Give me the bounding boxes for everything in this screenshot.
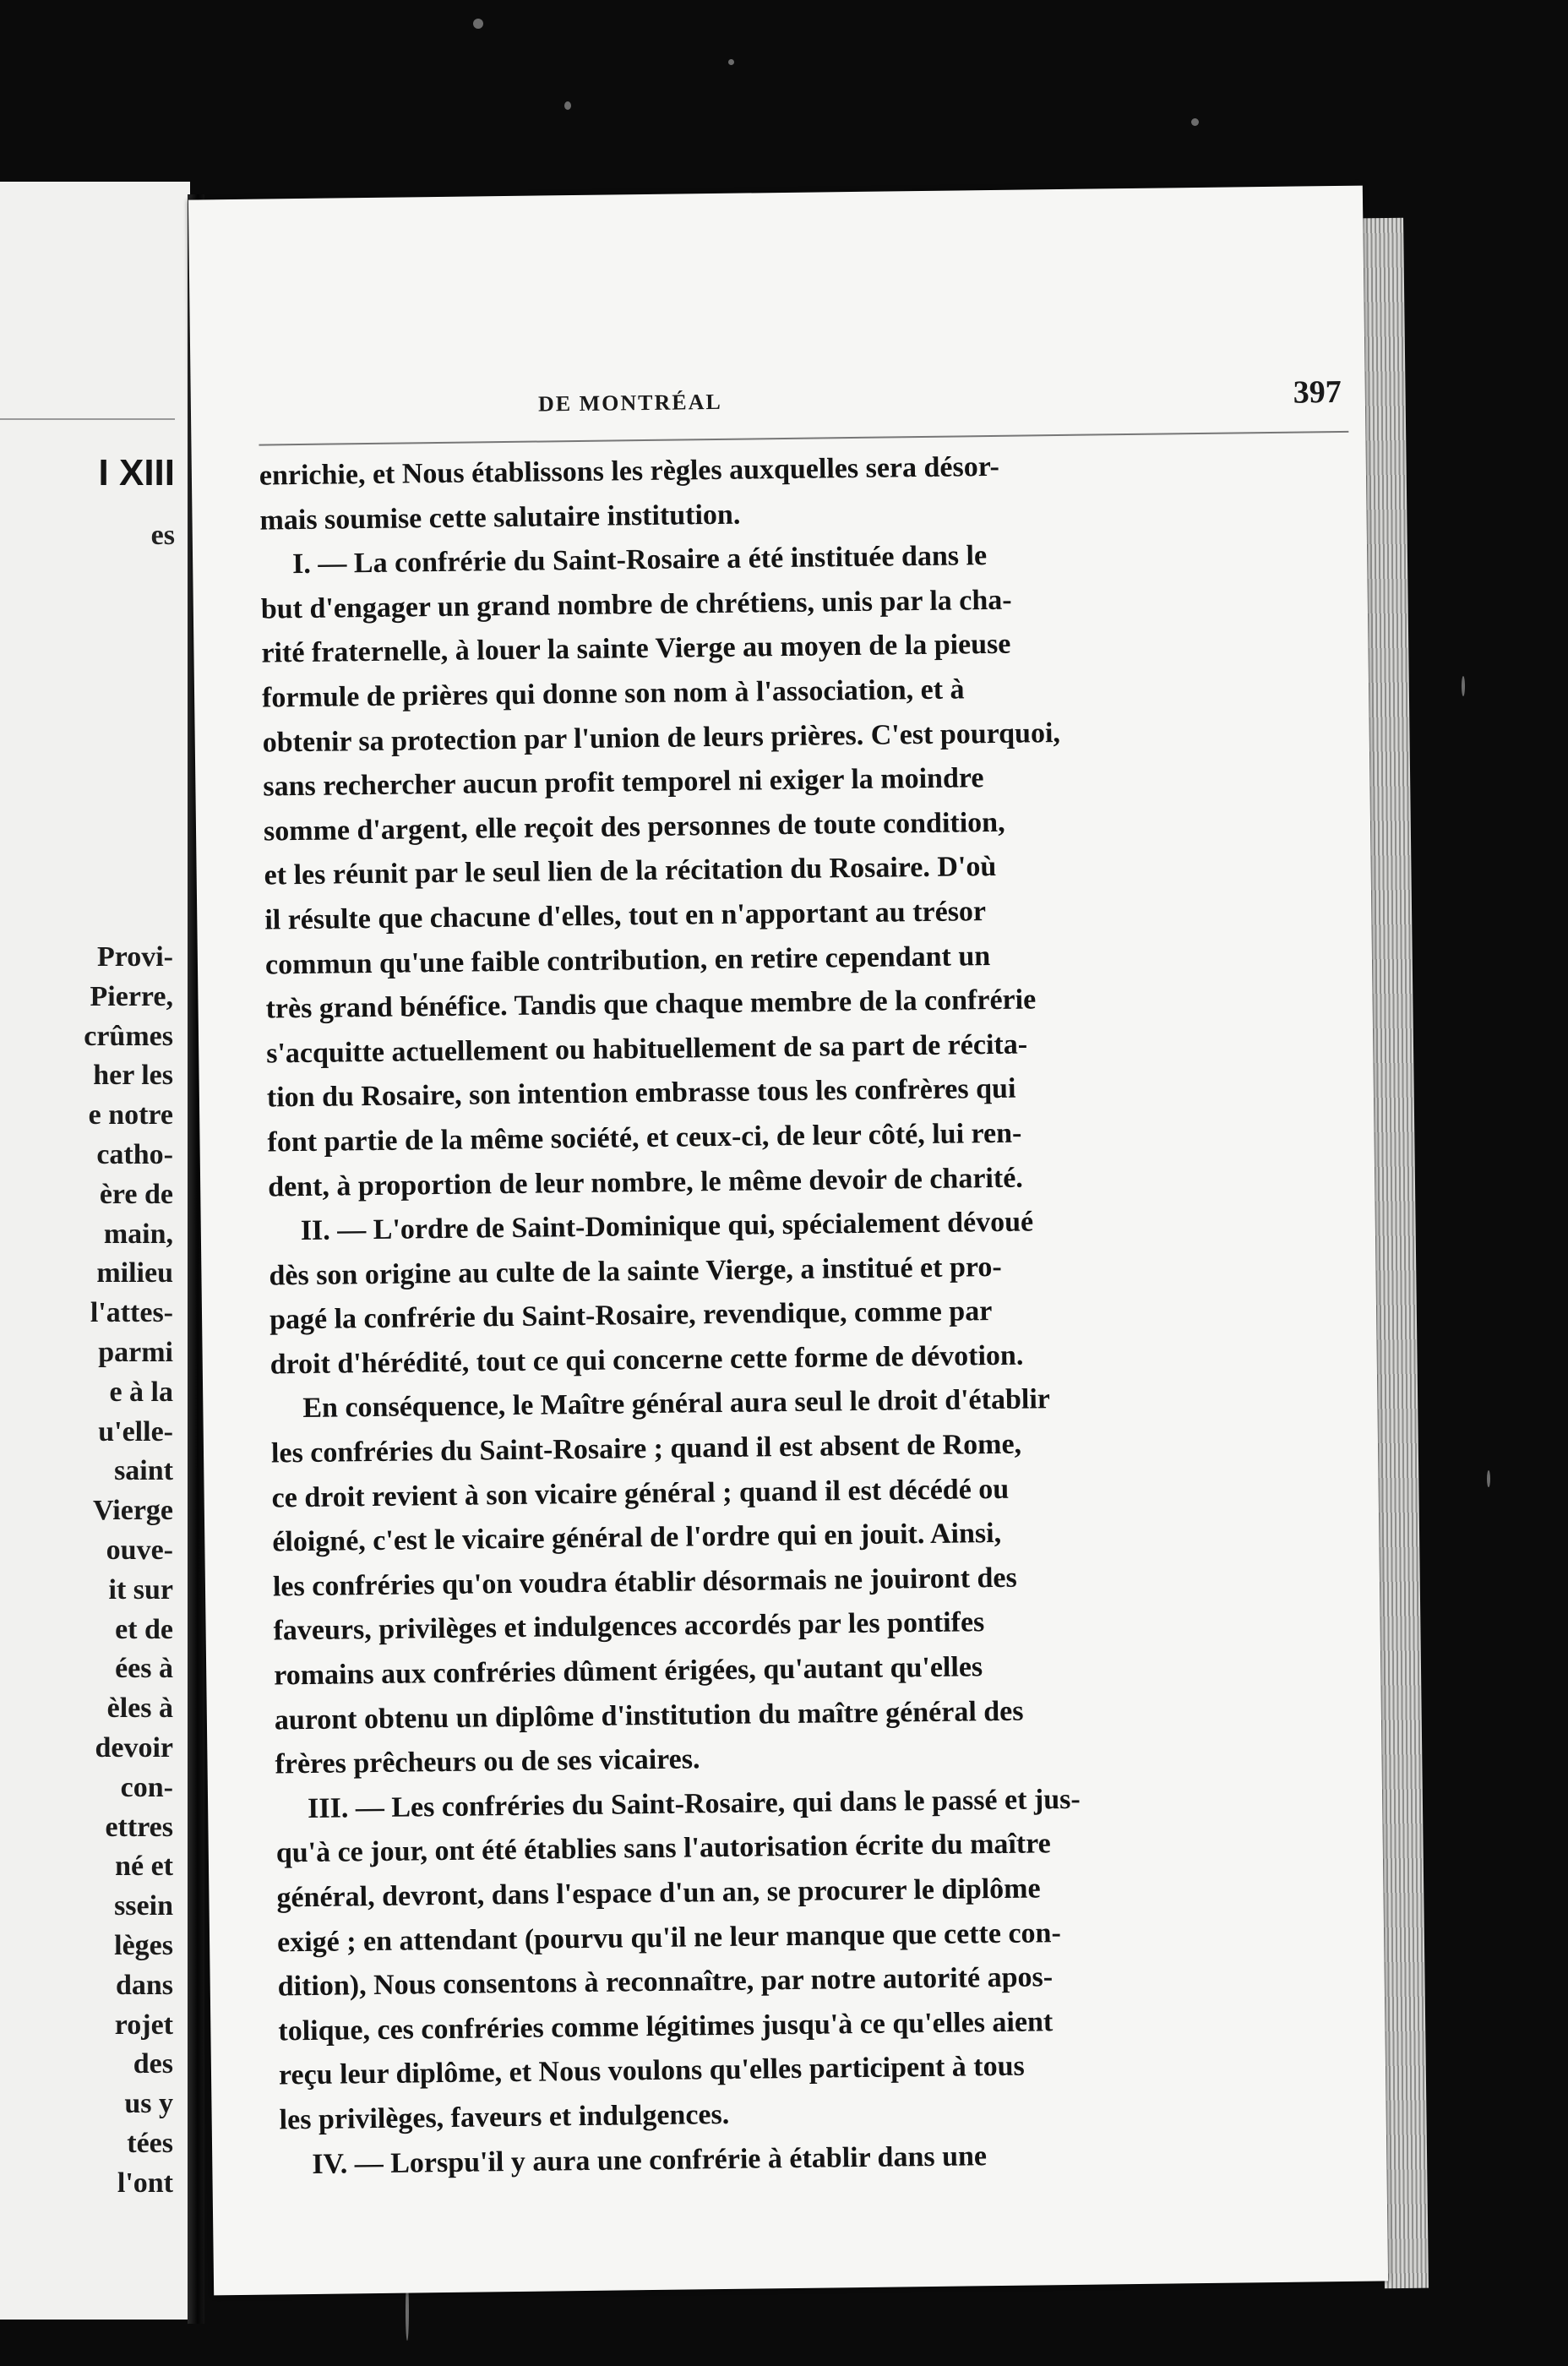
scan-speck	[1191, 118, 1199, 126]
text-line: III. — Les confréries du Saint-Rosaire, qui dans le passé et jus-	[307, 1783, 1081, 1824]
left-page-line-fragment: milieu	[96, 1257, 173, 1289]
left-page-line-fragment: ssein	[114, 1890, 173, 1922]
text-line: ce droit revient à son vicaire général ; quand il est décédé ou	[271, 1473, 1010, 1514]
left-page-line-fragment: e notre	[88, 1099, 173, 1131]
running-head: DE MONTRÉAL	[537, 389, 722, 417]
left-page-line-fragment: parmi	[98, 1336, 173, 1368]
left-page-line-fragment: et de	[115, 1613, 173, 1645]
text-line: s'acquitte actuellement ou habituellement de sa part de récita-	[266, 1028, 1028, 1070]
left-page-line-fragment: ère de	[99, 1178, 173, 1210]
text-line: romains aux confréries dûment érigées, qu'autant qu'elles	[274, 1651, 983, 1692]
scan-speck	[473, 19, 483, 29]
left-page-line-fragment: con-	[120, 1771, 173, 1803]
left-page-heading: I XIII	[98, 452, 175, 493]
left-page-line-fragment: dans	[115, 1969, 173, 2001]
left-facing-page	[0, 182, 190, 2320]
left-page-line-fragment: Provi-	[96, 941, 173, 973]
text-line: frères prêcheurs ou de ses vicaires.	[275, 1743, 700, 1780]
text-line: exigé ; en attendant (pourvu qu'il ne leur manque que cette con-	[276, 1916, 1062, 1959]
body-text	[259, 441, 1341, 2187]
left-page-line-fragment: crûmes	[84, 1020, 173, 1052]
text-line: somme d'argent, elle reçoit des personnes de toute condition,	[263, 806, 1005, 848]
text-line: I. — La confrérie du Saint-Rosaire a été instituée dans le	[291, 540, 988, 581]
text-line: les confréries du Saint-Rosaire ; quand il est absent de Rome,	[270, 1428, 1022, 1469]
text-line: mais soumise cette salutaire institution.	[259, 499, 741, 537]
left-page-line-fragment: èles à	[106, 1693, 173, 1725]
book-page	[188, 186, 1388, 2296]
left-page-line-fragment: devoir	[95, 1731, 173, 1764]
text-line: rité fraternelle, à louer la sainte Vierge au moyen de la pieuse	[261, 629, 1011, 669]
text-line: tion du Rosaire, son intention embrasse tous les confrères qui	[266, 1073, 1016, 1114]
left-page-line-fragment: l'attes-	[90, 1297, 173, 1329]
left-page-line-fragment: né et	[115, 1851, 173, 1883]
left-page-line-fragment: it sur	[108, 1573, 173, 1606]
text-line: dent, à proportion de leur nombre, le même devoir de charité.	[267, 1162, 1024, 1203]
text-line: il résulte que chacune d'elles, tout en n'apportant au trésor	[264, 896, 987, 936]
left-page-line-fragment: des	[133, 2048, 173, 2080]
text-line: enrichie, et Nous établissons les règles auxquelles sera désor-	[259, 450, 1000, 492]
text-line: pagé la confrérie du Saint-Rosaire, revendique, comme par	[269, 1295, 993, 1336]
text-line: sans rechercher aucun profit temporel ni exiger la moindre	[263, 762, 984, 803]
left-page-line-fragment: l'ont	[117, 2167, 173, 2199]
text-line: font partie de la même société, et ceux-ci, de leur côté, lui ren-	[267, 1117, 1022, 1158]
left-page-line-fragment: lèges	[114, 1929, 173, 1961]
left-page-rule	[0, 418, 175, 420]
left-page-line-fragment: her les	[93, 1060, 173, 1092]
left-page-line-fragment: catho-	[96, 1138, 173, 1170]
text-line: commun qu'une faible contribution, en retire cependant un	[264, 940, 991, 981]
text-line: droit d'hérédité, tout ce qui concerne cette forme de dévotion.	[270, 1339, 1024, 1381]
text-line: les confréries qu'on voudra établir désormais ne jouiront des	[272, 1562, 1017, 1603]
text-line: très grand bénéfice. Tandis que chaque membre de la confrérie	[265, 984, 1037, 1025]
scan-speck	[728, 59, 734, 65]
left-page-line-fragment: us y	[124, 2088, 173, 2120]
text-line: qu'à ce jour, ont été établies sans l'autorisation écrite du maître	[275, 1828, 1051, 1869]
scan-speck	[1487, 1470, 1490, 1487]
left-page-line-fragment: ées à	[115, 1653, 173, 1685]
text-line: tolique, ces confréries comme légitimes jusqu'à ce qu'elles aient	[278, 2006, 1054, 2047]
left-page-line-fragment: Vierge	[92, 1495, 173, 1527]
text-line: et les réunit par le seul lien de la récitation du Rosaire. D'où	[264, 851, 997, 891]
text-line: les privilèges, faveurs et indulgences.	[279, 2098, 730, 2136]
text-line: faveurs, privilèges et indulgences accordés par les pontifes	[273, 1606, 985, 1647]
text-line: dition), Nous consentons à reconnaître, par notre autorité apos-	[277, 1961, 1054, 2003]
left-page-text	[84, 938, 173, 2204]
scan-speck	[1462, 676, 1465, 696]
text-line: général, devront, dans l'espace d'un an, se procurer le diplôme	[276, 1873, 1041, 1914]
text-line: obtenir sa protection par l'union de leurs prières. C'est pourquoi,	[262, 717, 1061, 759]
left-page-line-fragment: main,	[103, 1218, 173, 1250]
text-line: formule de prières qui donne son nom à l'association, et à	[261, 673, 965, 714]
left-page-line-fragment: saint	[114, 1455, 173, 1487]
left-page-line-fragment: ouve-	[106, 1534, 173, 1566]
left-page-line-fragment: ettres	[105, 1811, 173, 1843]
text-line: II. — L'ordre de Saint-Dominique qui, spécialement dévoué	[300, 1206, 1034, 1247]
left-page-line-fragment: rojet	[114, 2009, 173, 2041]
text-line: IV. — Lorspu'il y aura une confrérie à établir dans une	[312, 2140, 988, 2180]
scan-speck	[564, 101, 571, 110]
text-line: reçu leur diplôme, et Nous voulons qu'elles participent à tous	[278, 2051, 1025, 2091]
text-line: dès son origine au culte de la sainte Vierge, a institué et pro-	[269, 1251, 1002, 1292]
text-line: auront obtenu un diplôme d'institution du maître général des	[274, 1695, 1024, 1736]
left-page-line-fragment: Pierre,	[90, 980, 173, 1012]
text-line: éloigné, c'est le vicaire général de l'ordre qui en jouit. Ainsi,	[272, 1518, 1002, 1558]
text-line: En conséquence, le Maître général aura seul le droit d'établir	[302, 1383, 1051, 1425]
left-page-line-fragment: e à la	[109, 1376, 173, 1408]
left-page-line-fragment: u'elle-	[98, 1415, 173, 1447]
text-line: but d'engager un grand nombre de chrétiens, unis par la cha-	[260, 584, 1012, 625]
left-page-line-fragment: tées	[127, 2127, 173, 2159]
left-page-subheading: es	[150, 520, 175, 551]
page-number: 397	[1293, 373, 1342, 411]
